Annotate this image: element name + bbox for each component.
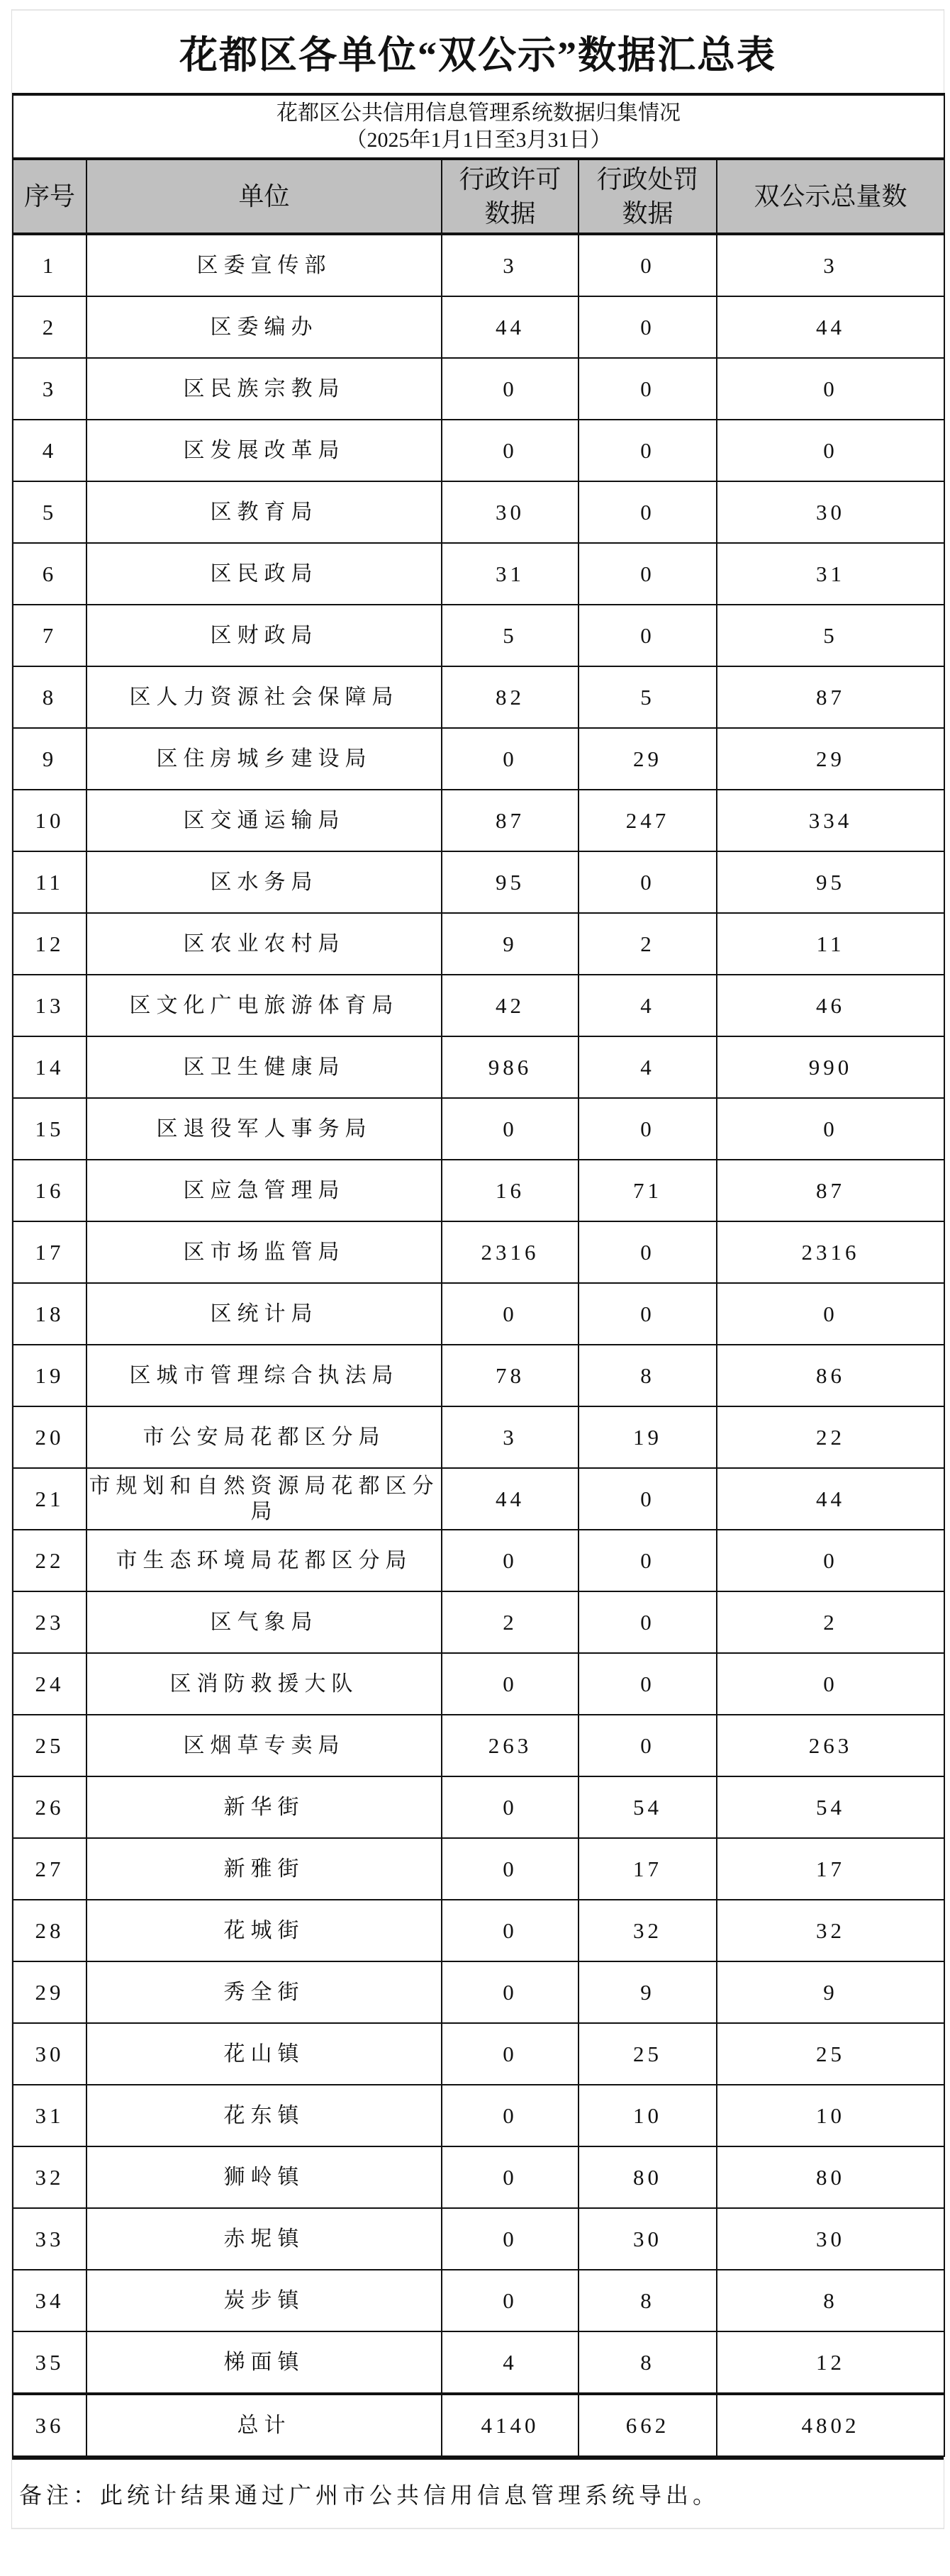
table-row (13, 1900, 944, 1961)
row-total: 2316 (717, 1221, 944, 1283)
row-total: 2 (717, 1591, 944, 1653)
row-unit: 赤坭镇 (86, 2208, 442, 2270)
row-license: 87 (442, 790, 579, 851)
row-index: 26 (13, 1776, 86, 1838)
row-total: 87 (717, 1160, 944, 1221)
row-total: 86 (717, 1345, 944, 1406)
row-penalty: 4 (579, 1036, 717, 1098)
page-title: 花都区各单位“双公示”数据汇总表 (12, 9, 944, 93)
row-unit: 区委编办 (86, 296, 442, 358)
row-unit: 花山镇 (86, 2023, 442, 2085)
row-index: 20 (13, 1406, 86, 1468)
row-penalty: 8 (579, 2270, 717, 2331)
row-license: 3 (442, 1406, 579, 1468)
row-total: 5 (717, 605, 944, 666)
row-index: 4 (13, 420, 86, 481)
row-index: 14 (13, 1036, 86, 1098)
table-row (13, 1098, 944, 1160)
row-index: 2 (13, 296, 86, 358)
row-penalty: 0 (579, 1530, 717, 1591)
row-unit: 区统计局 (86, 1283, 442, 1345)
row-unit: 区人力资源社会保障局 (86, 666, 442, 728)
row-license: 0 (442, 2146, 579, 2208)
row-penalty: 19 (579, 1406, 717, 1468)
table-row (13, 605, 944, 666)
row-penalty: 0 (579, 851, 717, 913)
row-penalty: 0 (579, 1591, 717, 1653)
table-row (13, 913, 944, 975)
row-unit: 新华街 (86, 1776, 442, 1838)
row-unit: 区应急管理局 (86, 1160, 442, 1221)
row-total: 0 (717, 1653, 944, 1715)
row-index: 16 (13, 1160, 86, 1221)
row-penalty: 0 (579, 1653, 717, 1715)
row-unit: 区农业农村局 (86, 913, 442, 975)
row-index: 3 (13, 358, 86, 420)
row-total: 54 (717, 1776, 944, 1838)
row-penalty: 0 (579, 1715, 717, 1776)
row-total: 0 (717, 1530, 944, 1591)
table-row (13, 1283, 944, 1345)
row-index: 12 (13, 913, 86, 975)
row-unit: 区文化广电旅游体育局 (86, 975, 442, 1036)
table-row (13, 420, 944, 481)
table-row (13, 1530, 944, 1591)
table-row (13, 975, 944, 1036)
table-row (13, 1961, 944, 2023)
row-penalty: 0 (579, 358, 717, 420)
table-row (13, 2085, 944, 2146)
row-license: 0 (442, 2023, 579, 2085)
row-penalty: 0 (579, 420, 717, 481)
row-unit: 区城市管理综合执法局 (86, 1345, 442, 1406)
table-row (13, 2394, 944, 2456)
row-penalty: 71 (579, 1160, 717, 1221)
row-index: 21 (13, 1468, 86, 1530)
row-penalty: 0 (579, 605, 717, 666)
row-license: 3 (442, 234, 579, 296)
row-index: 31 (13, 2085, 86, 2146)
footnote: 备注：此统计结果通过广州市公共信用信息管理系统导出。 (12, 2457, 944, 2529)
row-index: 6 (13, 543, 86, 605)
header-row (13, 159, 944, 234)
subtitle-row (13, 94, 944, 159)
row-unit: 区气象局 (86, 1591, 442, 1653)
row-total: 0 (717, 420, 944, 481)
row-index: 19 (13, 1345, 86, 1406)
row-unit: 狮岭镇 (86, 2146, 442, 2208)
row-total: 263 (717, 1715, 944, 1776)
row-unit: 区住房城乡建设局 (86, 728, 442, 790)
row-unit: 总计 (86, 2394, 442, 2456)
row-license: 0 (442, 1900, 579, 1961)
table-row (13, 790, 944, 851)
row-penalty: 10 (579, 2085, 717, 2146)
row-penalty: 2 (579, 913, 717, 975)
row-license: 5 (442, 605, 579, 666)
row-license: 95 (442, 851, 579, 913)
table-row (13, 728, 944, 790)
row-total: 990 (717, 1036, 944, 1098)
row-index: 33 (13, 2208, 86, 2270)
row-total: 31 (717, 543, 944, 605)
row-license: 986 (442, 1036, 579, 1098)
row-unit: 区退役军人事务局 (86, 1098, 442, 1160)
header-unit: 单位 (86, 159, 442, 234)
row-license: 42 (442, 975, 579, 1036)
row-penalty: 0 (579, 1283, 717, 1345)
row-total: 80 (717, 2146, 944, 2208)
row-unit: 区教育局 (86, 481, 442, 543)
row-total: 0 (717, 1098, 944, 1160)
row-unit: 秀全街 (86, 1961, 442, 2023)
row-penalty: 0 (579, 234, 717, 296)
row-penalty: 0 (579, 1221, 717, 1283)
table-row (13, 1653, 944, 1715)
row-unit: 区卫生健康局 (86, 1036, 442, 1098)
table-row (13, 1406, 944, 1468)
header-index: 序号 (13, 159, 86, 234)
row-license: 0 (442, 2085, 579, 2146)
row-total: 30 (717, 481, 944, 543)
table-row (13, 2208, 944, 2270)
header-total: 双公示总量数 (717, 159, 944, 234)
row-index: 13 (13, 975, 86, 1036)
row-unit: 区市场监管局 (86, 1221, 442, 1283)
row-total: 25 (717, 2023, 944, 2085)
table-row (13, 1776, 944, 1838)
row-total: 44 (717, 1468, 944, 1530)
row-index: 17 (13, 1221, 86, 1283)
row-unit: 市公安局花都区分局 (86, 1406, 442, 1468)
table-row (13, 851, 944, 913)
row-penalty: 0 (579, 1098, 717, 1160)
row-unit: 区消防救援大队 (86, 1653, 442, 1715)
row-license: 4140 (442, 2394, 579, 2456)
subtitle-line1: 花都区公共信用信息管理系统数据归集情况 (276, 101, 681, 125)
row-index: 34 (13, 2270, 86, 2331)
row-index: 25 (13, 1715, 86, 1776)
row-unit: 区民族宗教局 (86, 358, 442, 420)
table-row (13, 543, 944, 605)
table-row (13, 1715, 944, 1776)
row-total: 3 (717, 234, 944, 296)
row-license: 0 (442, 1098, 579, 1160)
row-license: 4 (442, 2331, 579, 2394)
row-index: 24 (13, 1653, 86, 1715)
row-total: 0 (717, 358, 944, 420)
row-license: 0 (442, 1653, 579, 1715)
row-penalty: 662 (579, 2394, 717, 2456)
row-index: 9 (13, 728, 86, 790)
row-index: 1 (13, 234, 86, 296)
row-penalty: 4 (579, 975, 717, 1036)
row-license: 0 (442, 2208, 579, 2270)
table-row (13, 1591, 944, 1653)
row-license: 263 (442, 1715, 579, 1776)
row-total: 17 (717, 1838, 944, 1900)
table-row (13, 481, 944, 543)
row-penalty: 9 (579, 1961, 717, 2023)
row-penalty: 0 (579, 481, 717, 543)
row-total: 12 (717, 2331, 944, 2394)
row-total: 87 (717, 666, 944, 728)
row-total: 22 (717, 1406, 944, 1468)
row-penalty: 32 (579, 1900, 717, 1961)
row-penalty: 247 (579, 790, 717, 851)
table-row (13, 1221, 944, 1283)
row-license: 2 (442, 1591, 579, 1653)
row-total: 95 (717, 851, 944, 913)
row-total: 8 (717, 2270, 944, 2331)
row-unit: 花东镇 (86, 2085, 442, 2146)
row-unit: 区交通运输局 (86, 790, 442, 851)
row-penalty: 5 (579, 666, 717, 728)
row-unit: 区水务局 (86, 851, 442, 913)
row-total: 29 (717, 728, 944, 790)
header-penalty: 行政处罚数据 (579, 159, 717, 234)
row-penalty: 25 (579, 2023, 717, 2085)
row-total: 11 (717, 913, 944, 975)
row-license: 82 (442, 666, 579, 728)
row-license: 30 (442, 481, 579, 543)
row-license: 0 (442, 2270, 579, 2331)
row-penalty: 29 (579, 728, 717, 790)
row-license: 0 (442, 1961, 579, 2023)
table-row (13, 1036, 944, 1098)
row-unit: 梯面镇 (86, 2331, 442, 2394)
row-license: 16 (442, 1160, 579, 1221)
row-index: 35 (13, 2331, 86, 2394)
row-total: 32 (717, 1900, 944, 1961)
summary-sheet (11, 9, 944, 2529)
row-penalty: 0 (579, 296, 717, 358)
table-row (13, 1160, 944, 1221)
row-license: 0 (442, 1530, 579, 1591)
row-index: 8 (13, 666, 86, 728)
table-row (13, 234, 944, 296)
row-unit: 市生态环境局花都区分局 (86, 1530, 442, 1591)
row-index: 15 (13, 1098, 86, 1160)
summary-table (12, 93, 945, 2457)
header-license: 行政许可数据 (442, 159, 579, 234)
row-unit: 区民政局 (86, 543, 442, 605)
table-row (13, 1838, 944, 1900)
table-row (13, 2023, 944, 2085)
row-total: 9 (717, 1961, 944, 2023)
row-license: 2316 (442, 1221, 579, 1283)
row-penalty: 30 (579, 2208, 717, 2270)
table-row (13, 2270, 944, 2331)
row-index: 28 (13, 1900, 86, 1961)
row-license: 44 (442, 296, 579, 358)
row-penalty: 8 (579, 2331, 717, 2394)
table-row (13, 666, 944, 728)
table-row (13, 296, 944, 358)
row-license: 78 (442, 1345, 579, 1406)
row-index: 5 (13, 481, 86, 543)
row-penalty: 0 (579, 543, 717, 605)
row-total: 30 (717, 2208, 944, 2270)
row-unit: 新雅街 (86, 1838, 442, 1900)
row-total: 0 (717, 1283, 944, 1345)
row-index: 30 (13, 2023, 86, 2085)
row-index: 10 (13, 790, 86, 851)
table-row (13, 2146, 944, 2208)
row-index: 29 (13, 1961, 86, 2023)
row-index: 32 (13, 2146, 86, 2208)
row-unit: 炭步镇 (86, 2270, 442, 2331)
table-row (13, 358, 944, 420)
table-row (13, 2331, 944, 2394)
row-license: 0 (442, 1283, 579, 1345)
row-unit: 区烟草专卖局 (86, 1715, 442, 1776)
row-license: 31 (442, 543, 579, 605)
row-total: 44 (717, 296, 944, 358)
row-total: 10 (717, 2085, 944, 2146)
row-license: 0 (442, 1776, 579, 1838)
row-index: 23 (13, 1591, 86, 1653)
row-unit: 花城街 (86, 1900, 442, 1961)
row-license: 0 (442, 420, 579, 481)
row-index: 11 (13, 851, 86, 913)
row-license: 0 (442, 728, 579, 790)
row-unit: 区委宣传部 (86, 234, 442, 296)
row-index: 27 (13, 1838, 86, 1900)
row-penalty: 0 (579, 1468, 717, 1530)
subtitle-line2: （2025年1月1日至3月31日） (345, 128, 612, 152)
row-unit: 区发展改革局 (86, 420, 442, 481)
row-license: 0 (442, 1838, 579, 1900)
row-index: 7 (13, 605, 86, 666)
row-penalty: 17 (579, 1838, 717, 1900)
row-total: 334 (717, 790, 944, 851)
row-total: 4802 (717, 2394, 944, 2456)
row-penalty: 8 (579, 1345, 717, 1406)
table-subtitle (13, 94, 944, 159)
row-license: 9 (442, 913, 579, 975)
row-license: 0 (442, 358, 579, 420)
row-unit: 市规划和自然资源局花都区分局 (86, 1468, 442, 1530)
row-unit: 区财政局 (86, 605, 442, 666)
row-index: 22 (13, 1530, 86, 1591)
table-row (13, 1468, 944, 1530)
row-index: 18 (13, 1283, 86, 1345)
row-index: 36 (13, 2394, 86, 2456)
row-penalty: 54 (579, 1776, 717, 1838)
table-row (13, 1345, 944, 1406)
row-license: 44 (442, 1468, 579, 1530)
row-total: 46 (717, 975, 944, 1036)
row-penalty: 80 (579, 2146, 717, 2208)
